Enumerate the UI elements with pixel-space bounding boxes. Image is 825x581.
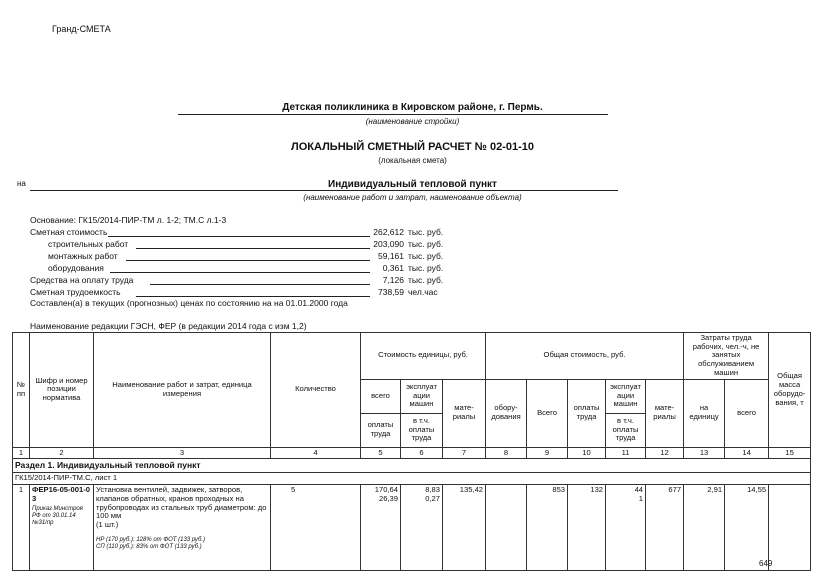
header-unit-expl: эксплуат ации машин: [401, 379, 443, 413]
row-unit-materials: 135,42: [443, 485, 486, 571]
header-unit-cost: Стоимость единицы, руб.: [361, 333, 486, 380]
header-name: Наименование работ и затрат, единица измерения: [94, 333, 271, 448]
row-note-profit: СП (110 руб.): 83% от ФОТ (133 руб.): [96, 543, 202, 550]
column-number: 3: [94, 447, 271, 459]
summary-basis: Основание: ГК15/2014-ПИР-ТМ л. 1-2; ТМ.С л.1-3: [30, 215, 227, 225]
summary-value: 203,090: [373, 239, 404, 249]
header-total-expl-pay: в т.ч. оплаты труда: [606, 413, 646, 447]
column-number: 13: [684, 447, 725, 459]
summary-label: оборудования: [48, 263, 104, 273]
row-total-materials: 677: [646, 485, 684, 571]
summary-unit: тыс. руб.: [408, 251, 444, 261]
document-title: ЛОКАЛЬНЫЙ СМЕТНЫЙ РАСЧЕТ № 02-01-10: [291, 141, 534, 153]
summary-unit: тыс. руб.: [408, 239, 444, 249]
row-code-note: Приказ Минстроя РФ от 30.01.14 №31/пр: [32, 505, 83, 526]
object-caption: (наименование работ и затрат, наименование объекта): [303, 193, 522, 202]
row-equipment: [486, 485, 527, 571]
header-mass: Общая масса оборудо-вания, т: [769, 333, 811, 448]
row-labor-unit: 2,91: [684, 485, 725, 571]
header-total: Всего: [527, 379, 568, 447]
summary-label: Средства на оплату труда: [30, 275, 134, 285]
summary-unit: чел.час: [408, 287, 438, 297]
row-unit-expl-cell: [401, 485, 443, 571]
row-name: Установка вентилей, задвижек, затворов, клапанов обратных, кранов проходных на трубопроводах из стальных труб диаметром: до 100 мм: [96, 485, 267, 521]
summary-value: 262,612: [373, 227, 404, 237]
column-number: 7: [443, 447, 486, 459]
price-note: Составлен(а) в текущих (прогнозных) ценах по состоянию на на 01.01.2000 года: [30, 298, 348, 308]
column-number: 4: [271, 447, 361, 459]
header-total-expl: эксплуат ации машин: [606, 379, 646, 413]
summary-value: 738,59: [378, 287, 404, 297]
project-underline: [178, 114, 608, 115]
row-unit: (1 шт.): [96, 520, 119, 530]
edition-note: Наименование редакции ГЭСН, ФЕР (в редакции 2014 года с изм 1,2): [30, 321, 307, 331]
header-unit-pay: оплаты труда: [361, 413, 401, 447]
summary-label: монтажных работ: [48, 251, 118, 261]
column-number: 8: [486, 447, 527, 459]
column-number: 1: [13, 447, 30, 459]
summary-value: 0,361: [382, 263, 404, 273]
header-unit-all: всего: [361, 379, 401, 413]
page-number: 649: [759, 559, 773, 568]
summary-label: Сметная стоимость: [30, 227, 108, 237]
subsection-row: ГК15/2014-ПИР-ТМ.С, лист 1: [13, 473, 811, 485]
object-name: Индивидуальный тепловой пункт: [328, 179, 497, 190]
header-total-cost: Общая стоимость, руб.: [486, 333, 684, 380]
header-num: № пп: [13, 333, 30, 448]
column-number: 5: [361, 447, 401, 459]
column-number: 12: [646, 447, 684, 459]
header-total-pay: оплаты труда: [568, 379, 606, 447]
row-unit-all: 170,64: [374, 485, 398, 495]
column-number: 2: [30, 447, 94, 459]
row-total-expl: 44: [634, 485, 644, 495]
header-equipment: обору-дования: [486, 379, 527, 447]
row-num: 1: [13, 485, 30, 571]
header-unit-expl-pay: в т.ч. оплаты труда: [401, 413, 443, 447]
header-labor-per-unit: на единицу: [684, 379, 725, 447]
section-row: Раздел 1. Индивидуальный тепловой пункт: [13, 459, 811, 473]
project-name: Детская поликлиника в Кировском районе, г. Пермь.: [282, 102, 543, 113]
row-code-cell: [30, 485, 94, 571]
row-total-all: 853: [527, 485, 568, 571]
row-unit-expl-pay: 0,27: [425, 494, 440, 504]
row-total-pay: 132: [568, 485, 606, 571]
summary-value: 7,126: [382, 275, 404, 285]
header-labor-total: всего: [725, 379, 769, 447]
row-code: ФЕР16-05-001-03: [32, 485, 90, 504]
column-number: 6: [401, 447, 443, 459]
row-total-expl-cell: [606, 485, 646, 571]
summary-unit: тыс. руб.: [408, 275, 444, 285]
column-number: 10: [568, 447, 606, 459]
summary-unit: тыс. руб.: [408, 227, 444, 237]
summary-label: Сметная трудоемкость: [30, 287, 121, 297]
row-name-cell: [94, 485, 271, 571]
object-prefix: на: [17, 179, 26, 188]
object-underline: [30, 190, 618, 191]
header-labor: Затраты труда рабочих, чел.-ч, не занятых обслуживанием машин: [684, 333, 769, 380]
header-unit-materials: мате-риалы: [443, 379, 486, 447]
row-mass: [769, 485, 811, 571]
column-number: 9: [527, 447, 568, 459]
brand-label: Гранд-СМЕТА: [52, 24, 111, 34]
table-row: [13, 485, 811, 571]
header-qty: Количество: [271, 333, 361, 448]
summary-value: 59,161: [378, 251, 404, 261]
row-labor-total: 14,55: [725, 485, 769, 571]
row-total-expl-pay: 1: [638, 494, 644, 504]
summary-label: строительных работ: [48, 239, 129, 249]
header-code: Шифр и номер позиции норматива: [30, 333, 94, 448]
row-note-overhead: НР (170 руб.): 128% от ФОТ (133 руб.): [96, 536, 206, 543]
header-total-materials: мате-риалы: [646, 379, 684, 447]
estimate-table: [12, 332, 811, 571]
column-number: 11: [606, 447, 646, 459]
row-unit-pay: 26,39: [378, 494, 398, 504]
summary-unit: тыс. руб.: [408, 263, 444, 273]
row-qty: 5: [271, 485, 361, 571]
row-unit-all-cell: [361, 485, 401, 571]
document-subtitle: (локальная смета): [378, 156, 447, 165]
project-caption: (наименование стройки): [365, 117, 460, 126]
column-number: 14: [725, 447, 769, 459]
column-number: 15: [769, 447, 811, 459]
row-unit-expl: 8,83: [425, 485, 440, 495]
